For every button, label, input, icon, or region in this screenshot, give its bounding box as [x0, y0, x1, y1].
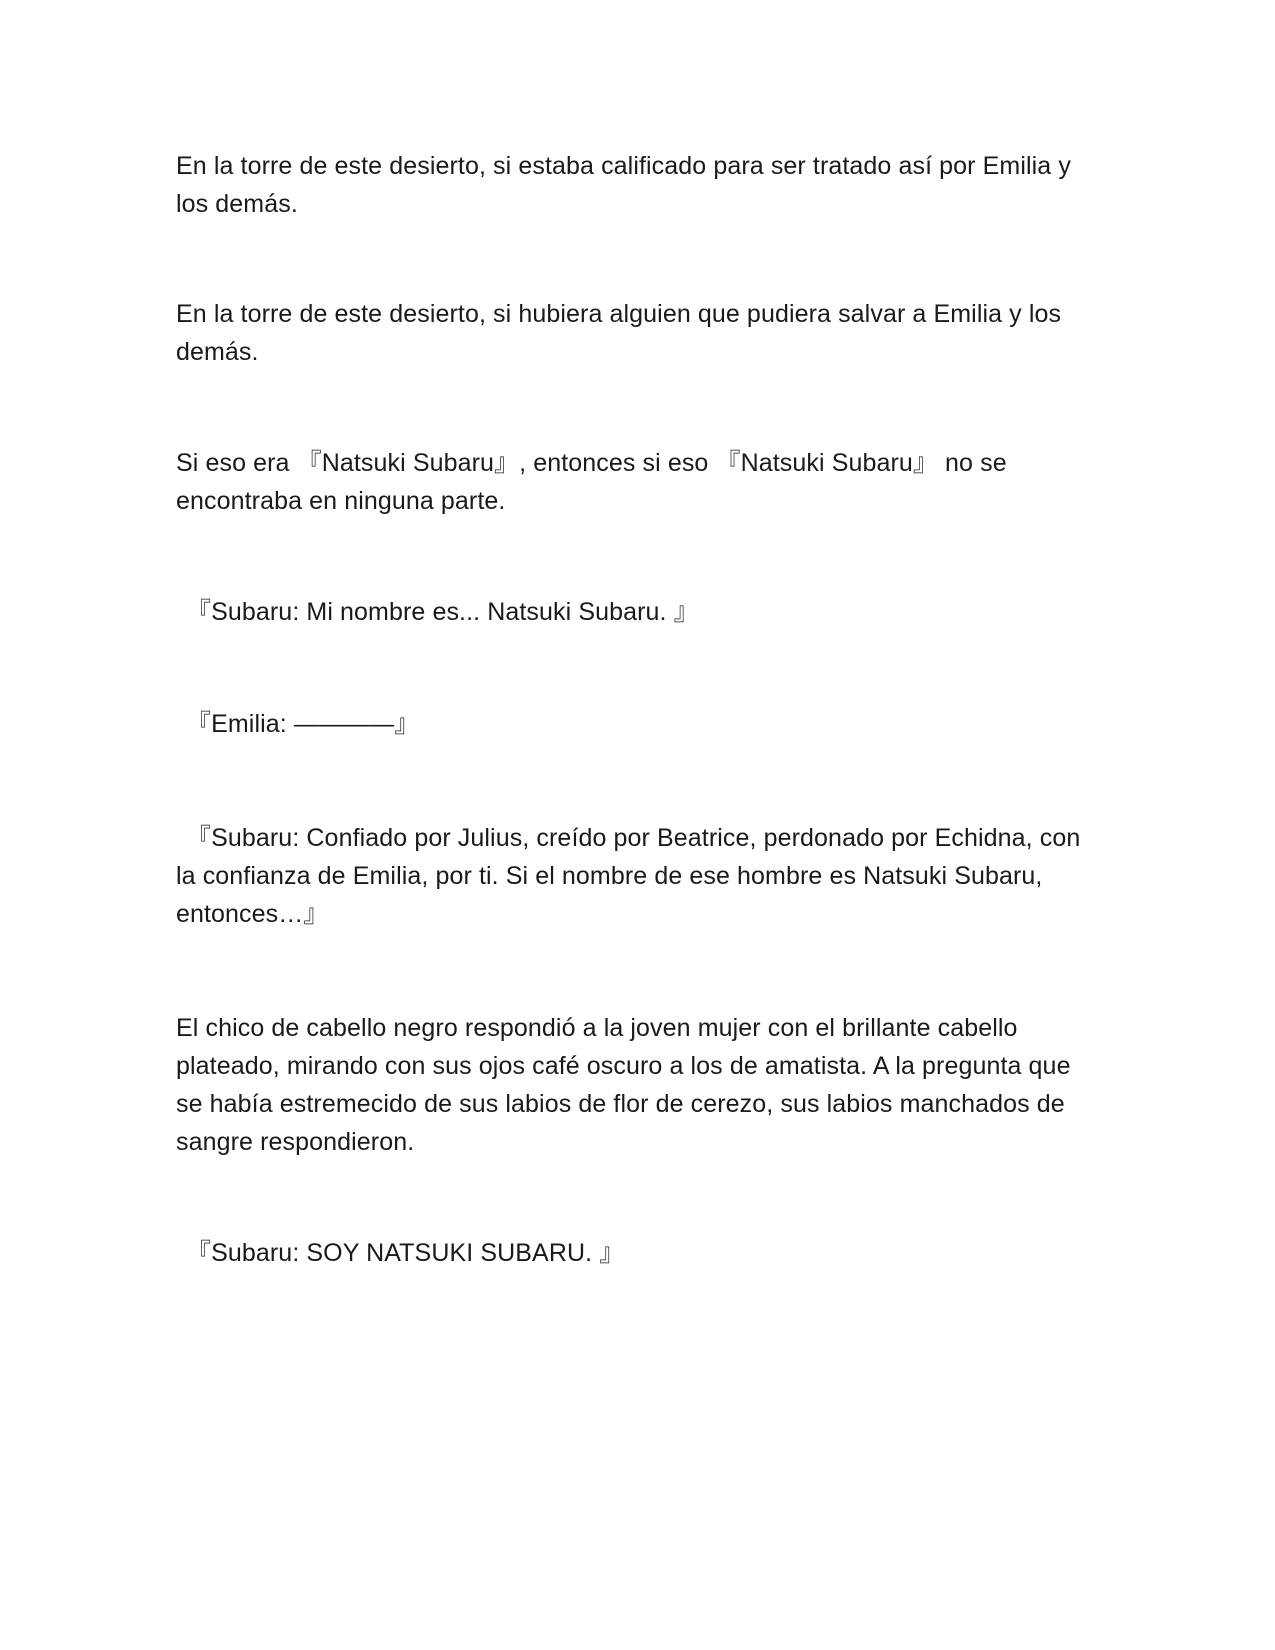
dialogue-emilia: 『Emilia: ————』 [186, 710, 420, 738]
paragraph-3: Si eso era 『Natsuki Subaru』, entonces si eso 『Natsuki Subaru』 no se encontraba en ninguna parte. [176, 449, 1014, 515]
paragraph-1: En la torre de este desierto, si estaba calificado para ser tratado así por Emilia y los demás. [176, 152, 1079, 218]
dialogue-subaru-2: 『Subaru: Confiado por Julius, creído por Beatrice, perdonado por Echidna, con la confianza de Emilia, por ti. Si el nombre de ese hombre es Natsuki Subaru, entonces…』 [176, 824, 1088, 928]
paragraph-2: En la torre de este desierto, si hubiera alguien que pudiera salvar a Emilia y los demás. [176, 300, 1069, 366]
paragraph-narration: El chico de cabello negro respondió a la joven mujer con el brillante cabello plateado, mirando con sus ojos café oscuro a los de amatista. A la pregunta que se había estremecido de sus labios de flor de cerezo, sus labios manchados de sangre respondieron. [176, 1014, 1078, 1156]
dialogue-subaru-3: 『Subaru: SOY NATSUKI SUBARU. 』 [186, 1239, 625, 1267]
dialogue-subaru-1: 『Subaru: Mi nombre es... Natsuki Subaru. 』 [186, 598, 699, 626]
